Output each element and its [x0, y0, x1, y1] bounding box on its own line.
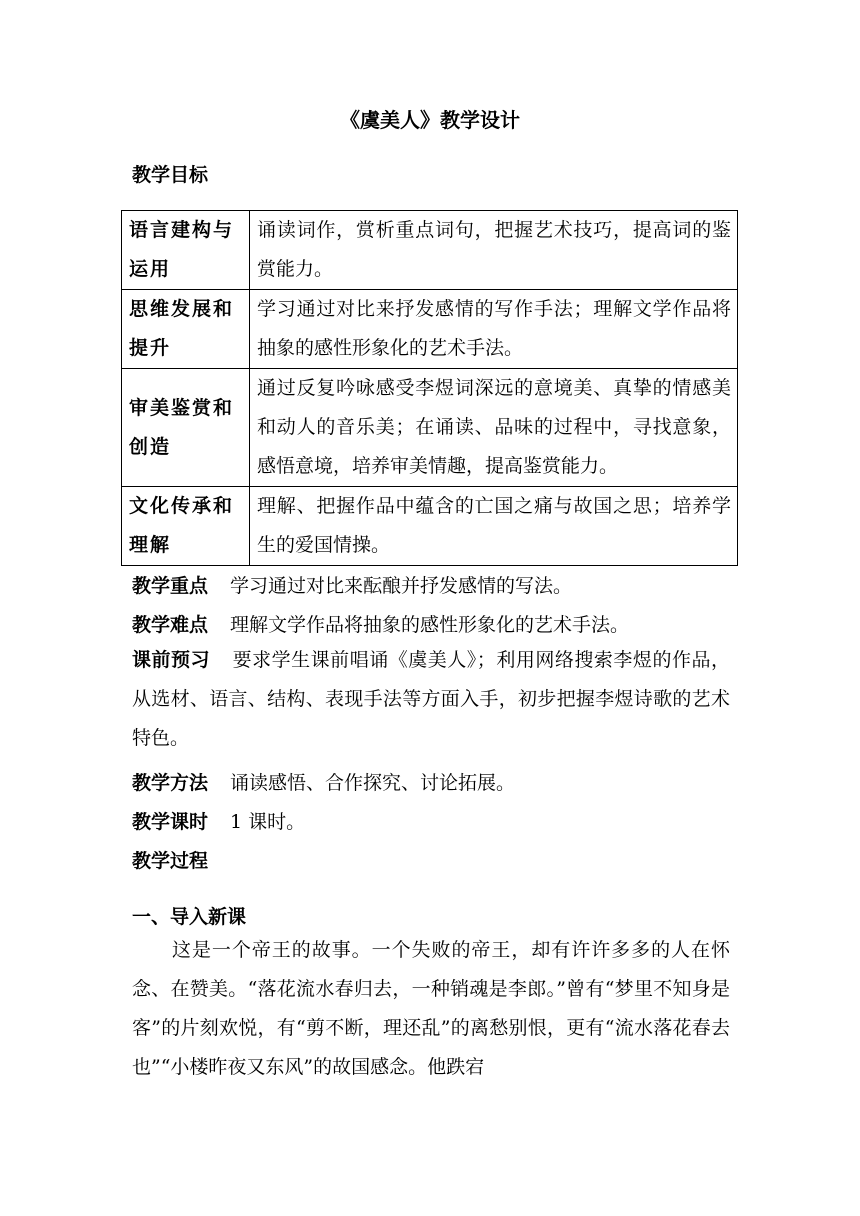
hours-text: 1 课时。 [230, 811, 306, 833]
table-row [122, 211, 738, 290]
document-title: 《虞美人》教学设计 [340, 108, 520, 132]
difficulty-text: 理解文学作品将抽象的感性形象化的艺术手法。 [230, 614, 630, 636]
goal-content: 通过反复吟咏感受李煜词深远的意境美、真挚的情感美和动人的音乐美；在诵读、品味的过程中，寻找意象，感悟意境，培养审美情趣，提高鉴赏能力。 [250, 369, 738, 487]
hours-line [132, 807, 732, 834]
goal-label: 审美鉴赏和创造 [122, 369, 250, 487]
section1-paragraph: 这是一个帝王的故事。一个失败的帝王，却有许许多多的人在怀念、在赞美。“落花流水春归去，一种销魂是李郎。”曾有“梦里不知身是客”的片刻欢悦，有“剪不断，理还乱”的离愁别恨，更有“流水落花春去也”“小楼昨夜又东风”的故国感念。他跌宕 [132, 939, 730, 1078]
goals-table [121, 210, 738, 566]
table-row [122, 487, 738, 566]
preview-paragraph [132, 641, 730, 758]
key-point-label: 教学重点 [132, 575, 209, 597]
goal-label: 文化传承和理解 [122, 487, 250, 566]
goal-label: 语言建构与运用 [122, 211, 250, 290]
process-heading: 教学过程 [132, 850, 209, 872]
goal-label: 思维发展和提升 [122, 290, 250, 369]
table-row [122, 369, 738, 487]
key-point-line [132, 571, 732, 598]
difficulty-line [132, 610, 732, 637]
goals-heading: 教学目标 [132, 164, 209, 186]
preview-label: 课前预习 [132, 649, 211, 671]
method-line [132, 768, 732, 795]
hours-label: 教学课时 [132, 811, 209, 833]
difficulty-label: 教学难点 [132, 614, 209, 636]
method-label: 教学方法 [132, 772, 209, 794]
table-row [122, 290, 738, 369]
method-text: 诵读感悟、合作探究、讨论拓展。 [230, 772, 516, 794]
goal-content: 诵读词作，赏析重点词句，把握艺术技巧，提高词的鉴赏能力。 [250, 211, 738, 290]
goal-content: 理解、把握作品中蕴含的亡国之痛与故国之思；培养学生的爱国情操。 [250, 487, 738, 566]
preview-text: 要求学生课前唱诵《虞美人》；利用网络搜索李煜的作品，从选材、语言、结构、表现手法等方面入手，初步把握李煜诗歌的艺术特色。 [132, 649, 730, 749]
section1-heading: 一、导入新课 [132, 906, 247, 928]
key-point-text: 学习通过对比来酝酿并抒发感情的写法。 [230, 575, 573, 597]
goal-content: 学习通过对比来抒发感情的写作手法；理解文学作品将抽象的感性形象化的艺术手法。 [250, 290, 738, 369]
